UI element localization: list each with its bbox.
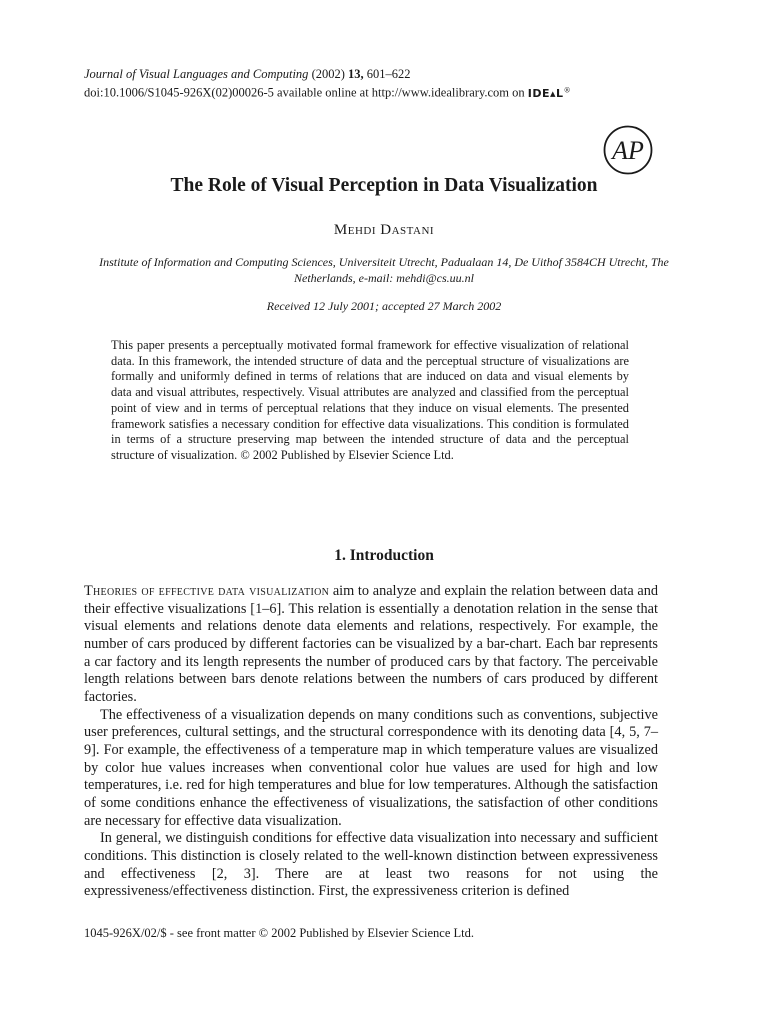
doi-line <box>84 82 684 102</box>
journal-year: (2002) <box>308 67 349 81</box>
received-dates: Received 12 July 2001; accepted 27 March 2002 <box>266 299 502 313</box>
page-footer: 1045-926X/02/$ - see front matter © 2002 Published by Elsevier Science Ltd. <box>84 926 474 940</box>
abstract: This paper presents a perceptually motivated formal framework for effective visualization of relational data. In this framework, the intended structure of data and the perceptual structure of visualizations are formally and uniformly defined in terms of relations that are induced on data and visual elements by data and visual attributes, respectively. Visual attributes are analyzed and classified from the perceptual point of view and in terms of perceptual relations that they induce on visual elements. The presented framework satisfies a necessary condition for effective data visualizations. This condition is formulated in terms of a structure preserving map between the intended structure of data and the perceptual structure of visualization. © 2002 Published by Elsevier Science Ltd. <box>111 338 629 462</box>
author-affiliation: Institute of Information and Computing Sciences, Universiteit Utrecht, Padualaan 14, De Uithof 3584CH Utrecht, The Netherlands, e-mail: mehdi@cs.uu.nl <box>99 255 669 285</box>
journal-name: Journal of Visual Languages and Computing <box>84 67 309 81</box>
journal-pages: 601–622 <box>363 67 411 81</box>
paper-title: The Role of Visual Perception in Data Visualization <box>170 175 598 196</box>
paper-author: Mehdi Dastani <box>333 222 435 238</box>
journal-volume: 13, <box>348 67 364 81</box>
ideal-logo-mark: ® <box>563 86 572 94</box>
publisher-logo-text: AP <box>612 136 644 165</box>
section-body <box>84 583 658 901</box>
ideal-logo-text: IDE▴L <box>527 86 564 100</box>
doi-text: doi:10.1006/S1045-926X(02)00026-5 available online at http://www.idealibrary.com on <box>84 85 528 100</box>
journal-citation-line <box>84 66 684 82</box>
body-paragraph: In general, we distinguish conditions for effective data visualization into necessary and sufficient conditions. This distinction is closely related to the well-known distinction between expressiveness and effectiveness [2, 3]. There are at least two reasons for not using the expressiveness/effectiveness distinction. First, the expressiveness criterion is defined <box>84 830 658 900</box>
academic-press-logo-icon <box>602 124 654 176</box>
journal-header <box>84 66 684 102</box>
body-paragraph <box>84 583 658 707</box>
ideal-logo <box>528 87 571 100</box>
body-paragraph: The effectiveness of a visualization depends on many conditions such as conventions, subjective user preferences, cultural settings, and the structural correspondence with its denoting data [4, 5, 7–9]. For example, the effectiveness of a temperature map in which temperature values are visualized by color hue values increases when conventional color hue values are used for high and low temperatures, i.e. red for high temperatures and blue for low temperatures. Although the satisfaction of some conditions enhance the effectiveness of visualizations, the satisfaction of other conditions are necessary for effective data visualization. <box>84 706 658 829</box>
section-heading: 1. Introduction <box>334 547 434 564</box>
paragraph-text: aim to analyze and explain the relation between data and their effective visualizations [1–6]. This relation is essentially a denotation relation in the sense that visual elements and relations denote data elements and relations, respectively. For example, the number of cars produced by different factories can be visualized by a bar-chart. Each bar represents a car factory and its length represents the number of produced cars by that factory. The perceivable length relations between bars denote relations between the numbers of cars produced by different factories. <box>84 583 658 705</box>
paragraph-lead-in: Theories of effective data visualization <box>84 583 330 599</box>
